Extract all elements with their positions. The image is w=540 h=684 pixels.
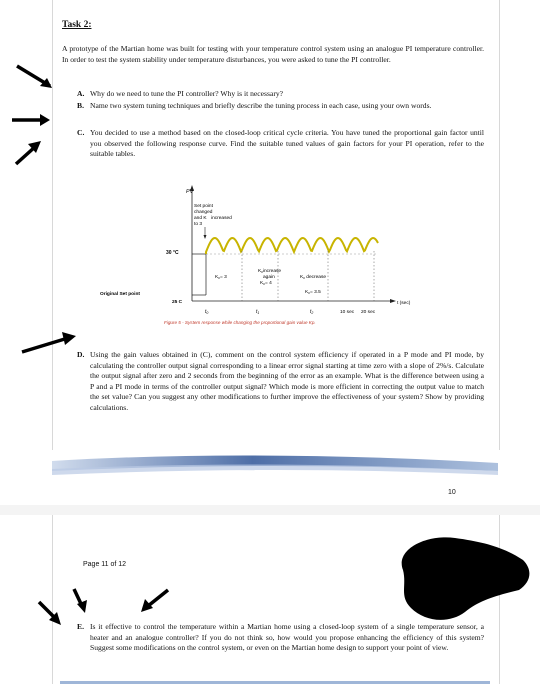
task-intro: A prototype of the Martian home was built for testing with your temperature control system using an analogue PI temperature controller. In order to test the system stability under temperature disturbances, you were asked to tune the PI controller. — [62, 44, 484, 64]
arrow-icon — [18, 332, 80, 356]
y-axis-label: PV — [186, 189, 194, 195]
t1-label: $t_1$ — [256, 309, 260, 315]
arrow-icon — [10, 113, 52, 127]
question-c — [77, 128, 484, 160]
question-b — [77, 101, 484, 112]
time-10-label: 10 sec — [340, 310, 355, 315]
t2-label: $t_2$ — [310, 309, 314, 315]
question-letter: B. — [77, 101, 84, 110]
question-letter: C. — [77, 128, 85, 137]
setpoint-annotation-1: Set point — [194, 204, 213, 209]
page-footer-decoration — [52, 455, 498, 505]
time-20-label: 20 sec — [361, 310, 376, 315]
redaction-mark — [385, 530, 535, 625]
question-text: Name two system tuning techniques and briefly describe the tuning process in each case, using your own words. — [90, 101, 432, 110]
question-text: You decided to use a method based on the closed-loop critical cycle criteria. You have tuned the proportional gain factor until you observed the following response curve. Find the suitable tuned values of gain factors for your PI operation, refer to the suitable tables. — [90, 128, 484, 158]
question-e — [77, 622, 484, 654]
page-label: Page 11 of 12 — [83, 561, 127, 568]
question-letter: E. — [77, 622, 84, 631]
label-original-setpoint: Original Set point — [100, 292, 140, 297]
page-gap — [0, 505, 540, 515]
label-30c: 30 °C — [166, 250, 179, 256]
label-kc-decrease: $K_c$ decrease — [300, 275, 327, 280]
x-axis-label: t (sec) — [397, 301, 411, 306]
setpoint-annotation-2: changed — [194, 210, 213, 215]
arrow-icon — [35, 598, 65, 628]
question-a — [77, 89, 484, 100]
arrow-icon — [68, 586, 92, 616]
question-text: Why do we need to tune the PI controller? Why is it necessary? — [90, 89, 284, 98]
label-kc-increase-2: again — [263, 275, 275, 280]
page-number: 10 — [448, 489, 456, 496]
setpoint-annotation-5: to 3 — [194, 222, 203, 227]
arrow-icon — [12, 138, 44, 168]
arrow-icon — [136, 586, 172, 616]
setpoint-annotation-4: increased — [211, 216, 232, 221]
question-text: Is it effective to control the temperature within a Martian home using a closed-loop system of a single temperature sensor, a heater and an analogue controller? If you do not think so, how would you propose enhancing the efficiency of this system? Suggest some modifications on the control system, or even on the Martian home design to support your point of view. — [90, 622, 484, 652]
setpoint-annotation-3: and K — [194, 216, 207, 221]
label-25c: 25 C — [172, 300, 183, 305]
response-figure — [100, 183, 430, 333]
t0-label: $t_0$ — [205, 309, 209, 315]
response-curve — [206, 238, 378, 254]
label-kc35: $K_c= 3.5$ — [305, 290, 321, 295]
arrow-icon — [14, 62, 56, 92]
label-kc3: $K_c= 3$ — [215, 275, 227, 280]
question-d — [77, 350, 484, 413]
label-kc-increase-1: $K_cincrease$ — [258, 269, 282, 274]
question-letter: D. — [77, 350, 85, 359]
figure-caption: Figure 5 - System response while changing the proportional gain value Kp. — [164, 320, 316, 325]
task-title: Task 2: — [62, 20, 92, 30]
question-text: Using the gain values obtained in (C), comment on the control system efficiency if operated in a P mode and PI mode, by calculating the controller output signal corresponding to a linear error signal starting at time zero with a slope of 2%/s. Calculate the output signal after zero and 2 seconds from the beginning of the error as an example. What is the difference between using a P and a PI mode in terms of the controller output signal? Which mode is more efficient in correcting the output value to match the set value? Can you suggest any other modifications to further improve the effectiveness of your system? Show by providing calculations. — [90, 350, 484, 412]
label-kc4: $K_c= 4$ — [260, 281, 272, 286]
question-letter: A. — [77, 89, 85, 98]
